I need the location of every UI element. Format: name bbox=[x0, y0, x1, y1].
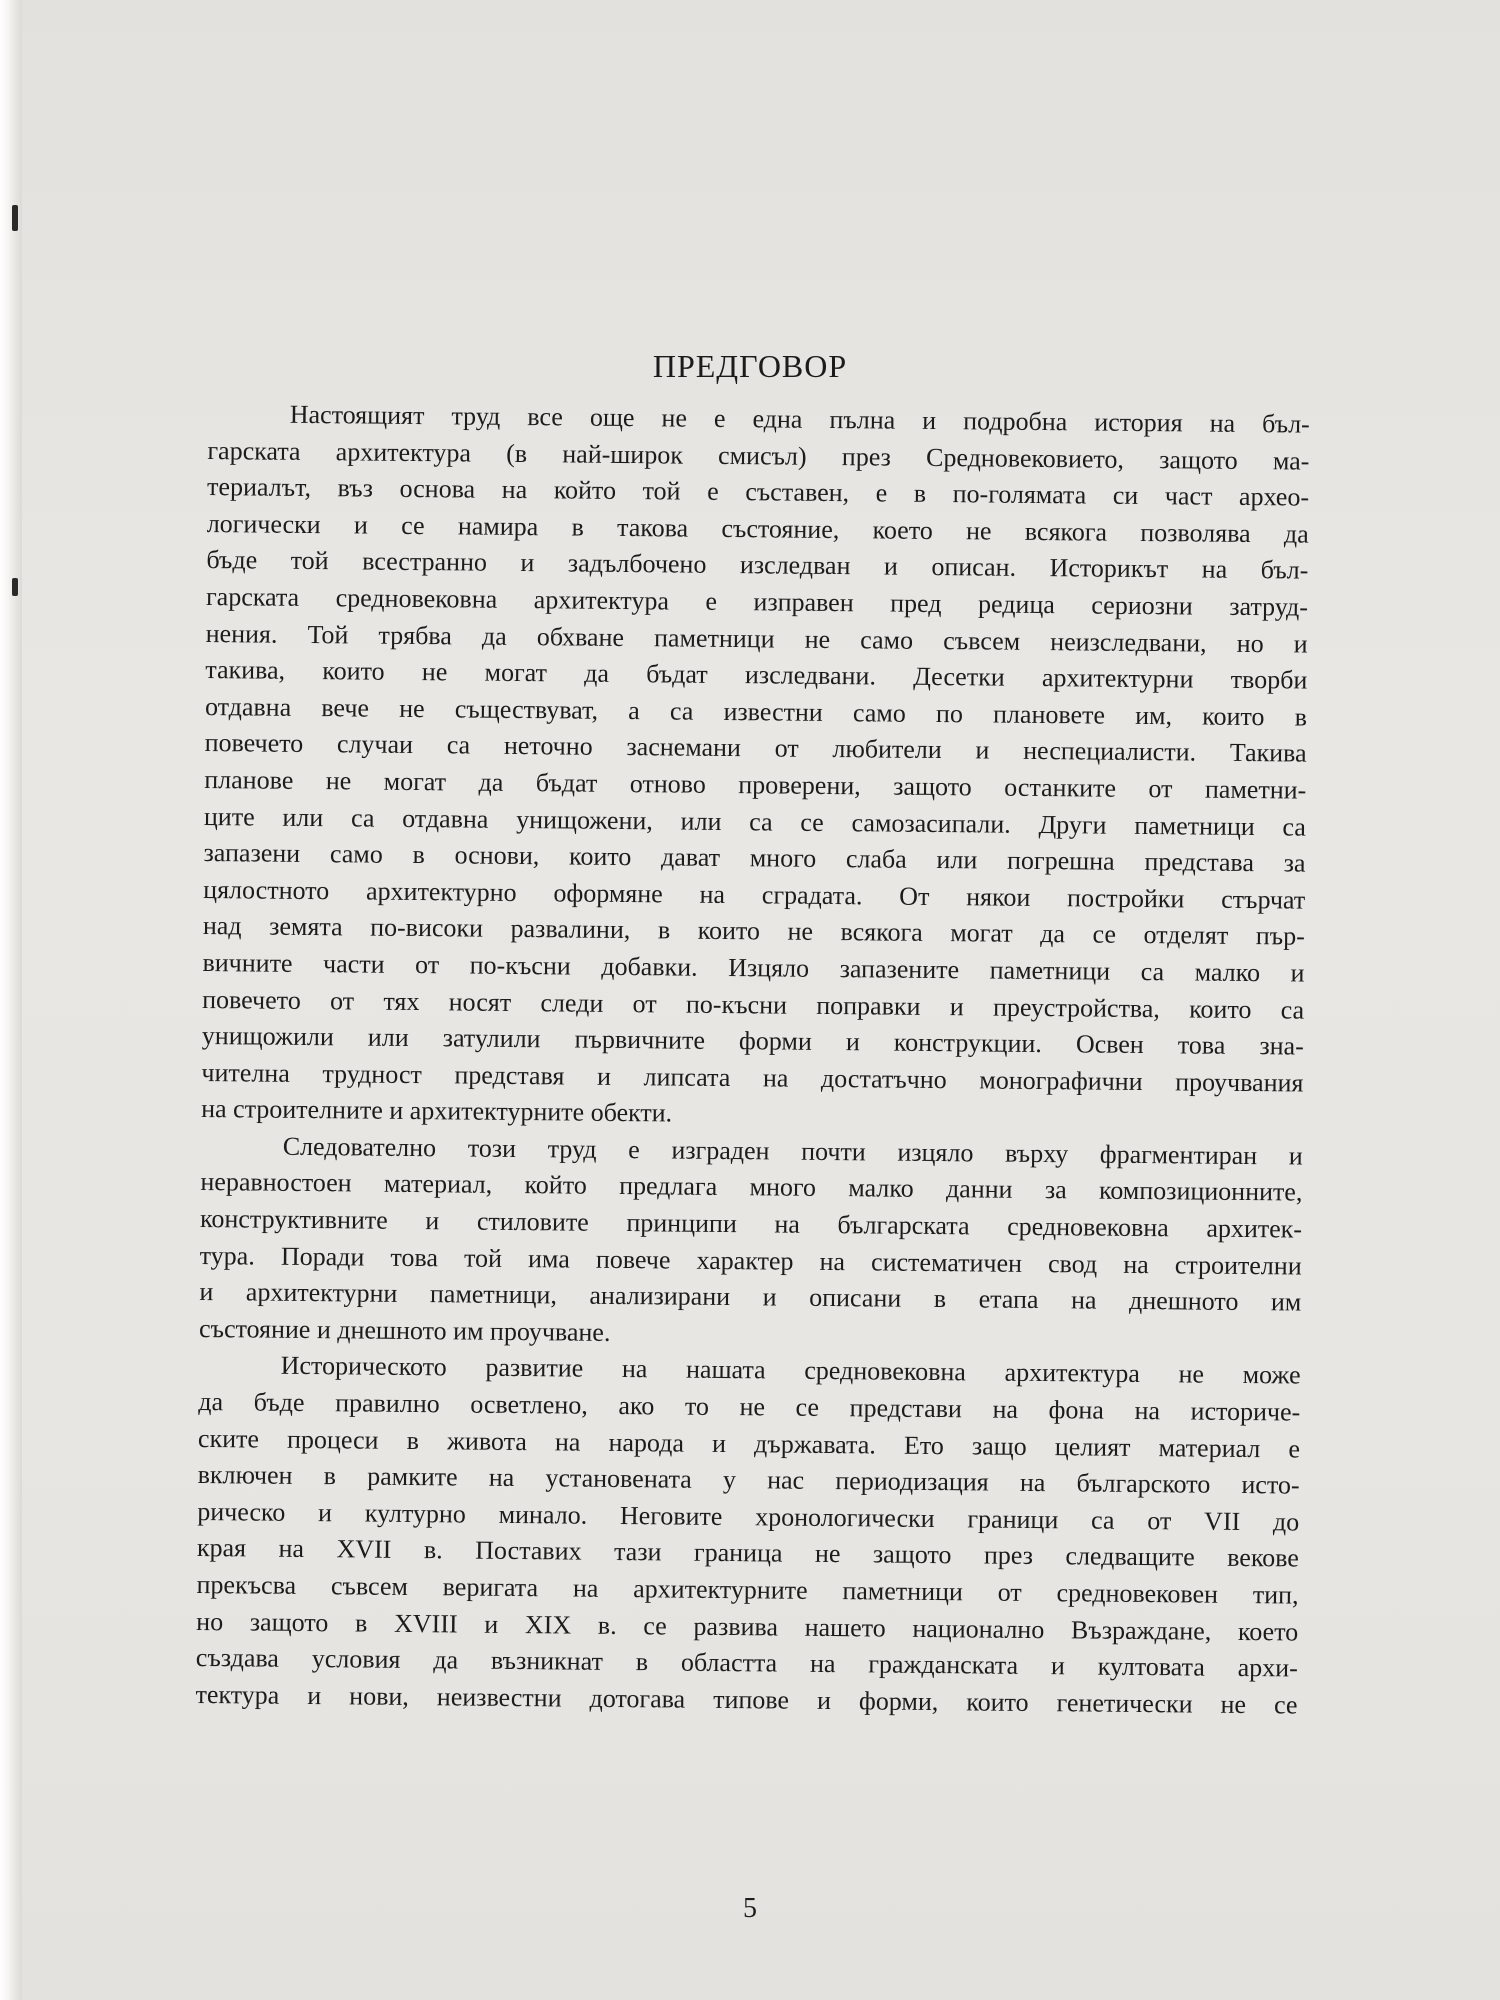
paragraph bbox=[195, 1347, 1300, 1723]
text-line: състояние и днешното им проучване. bbox=[198, 1313, 611, 1347]
text-line: но защото в XVIII и XIX в. се развива нашето национално Възраждане, което bbox=[196, 1606, 1299, 1647]
binding-edge bbox=[0, 0, 22, 2000]
text-line: запазени само в основи, които дават много слаба или погрешна представа за bbox=[203, 838, 1306, 878]
binding-mark bbox=[12, 205, 18, 231]
text-line: повечето от тях носят следи от по-късни поправки и преустройства, които са bbox=[202, 984, 1305, 1025]
text-line: логически и се намира в такова състояние, което не всякога позволява да bbox=[206, 508, 1309, 549]
text-line: края на XVII в. Поставих тази граница не защото през следващите векове bbox=[196, 1533, 1300, 1573]
text-line: териалът, въз основа на който той е съставен, е в по-голямата си част архео- bbox=[206, 472, 1310, 512]
text-line: бъде той всестранно и задълбочено изследван и описан. Историкът на бъл- bbox=[206, 545, 1309, 585]
text-line: на строителните и архитектурните обекти. bbox=[201, 1094, 673, 1128]
text-line: и архитектурни паметници, анализирани и описани в етапа на днешното им bbox=[199, 1277, 1302, 1317]
text-line: ските процеси в живота на народа и държавата. Ето защо целият материал е bbox=[197, 1423, 1301, 1464]
text-line: цялостното архитектурно оформяне на сградата. От някои постройки стърчат bbox=[203, 874, 1306, 915]
text-line: тура. Поради това той има повече характер на систематичен свод на строителни bbox=[199, 1240, 1302, 1281]
text-line: вичните части от по-късни добавки. Изцяло запазените паметници са малко и bbox=[202, 947, 1305, 988]
text-line: създава условия да възникнат в областта на гражданската и култовата архи- bbox=[195, 1643, 1298, 1683]
text-line: Историческото развитие на нашата средновековна архитектура не може bbox=[280, 1351, 1301, 1390]
body-text bbox=[195, 396, 1310, 1724]
text-line: нения. Той трябва да обхване паметници не само съвсем неизследвани, но и bbox=[205, 618, 1308, 659]
binding-mark bbox=[12, 578, 18, 596]
text-line: над земята по-високи развалини, в които не всякога могат да се отделят пър- bbox=[202, 911, 1306, 951]
text-line: такива, които не могат да бъдат изследвани. Десетки архитектурни творби bbox=[205, 655, 1308, 695]
text-line: унищожили или затулили първичните форми и конструкции. Освен това зна- bbox=[201, 1021, 1304, 1061]
text-line: тектура и нови, неизвестни дотогава типове и форми, които генетически не се bbox=[195, 1679, 1298, 1720]
text-line: гарската архитектура (в най-широк смисъл) през Средновековието, защото ма- bbox=[207, 435, 1310, 476]
paragraph bbox=[199, 1128, 1303, 1358]
text-line: повечето случаи са неточно заснемани от любители и неспециалисти. Такива bbox=[204, 728, 1307, 768]
page-number: 5 bbox=[743, 1893, 757, 1924]
paragraph bbox=[201, 396, 1310, 1138]
text-line: рическо и културно минало. Неговите хронологически граници са от VII до bbox=[197, 1496, 1300, 1537]
text-line: ците или са отдавна унищожени, или са се самозасипали. Други паметници са bbox=[203, 801, 1307, 842]
text-line: отдавна вече не съществуват, а са известни само по плановете им, които в bbox=[204, 691, 1308, 732]
text-line: гарската средновековна архитектура е изправен пред редица сериозни затруд- bbox=[205, 581, 1309, 622]
text-line: чителна трудност представя и липсата на достатъчно монографични проучвания bbox=[201, 1057, 1304, 1098]
text-line: неравностоен материал, който предлага много малко данни за композиционните, bbox=[200, 1167, 1303, 1208]
text-line: Следователно този труд е изграден почти изцяло върху фрагментиран и bbox=[282, 1131, 1303, 1171]
text-line: конструктивните и стиловите принципи на българската средновековна архитек- bbox=[199, 1204, 1303, 1244]
text-line: да бъде правилно осветлено, ако то не се представи на фона на историче- bbox=[198, 1386, 1301, 1427]
text-line: включен в рамките на установената у нас периодизация на българското исто- bbox=[197, 1460, 1300, 1500]
text-line: прекъсва съвсем веригата на архитектурните паметници от средновековен тип, bbox=[196, 1569, 1299, 1610]
page-title: ПРЕДГОВОР bbox=[652, 348, 848, 384]
text-line: Настоящият труд все още не е една пълна и подробна история на бъл- bbox=[289, 399, 1310, 439]
text-line: планове не могат да бъдат отново проверени, защото останките от паметни- bbox=[204, 764, 1307, 805]
